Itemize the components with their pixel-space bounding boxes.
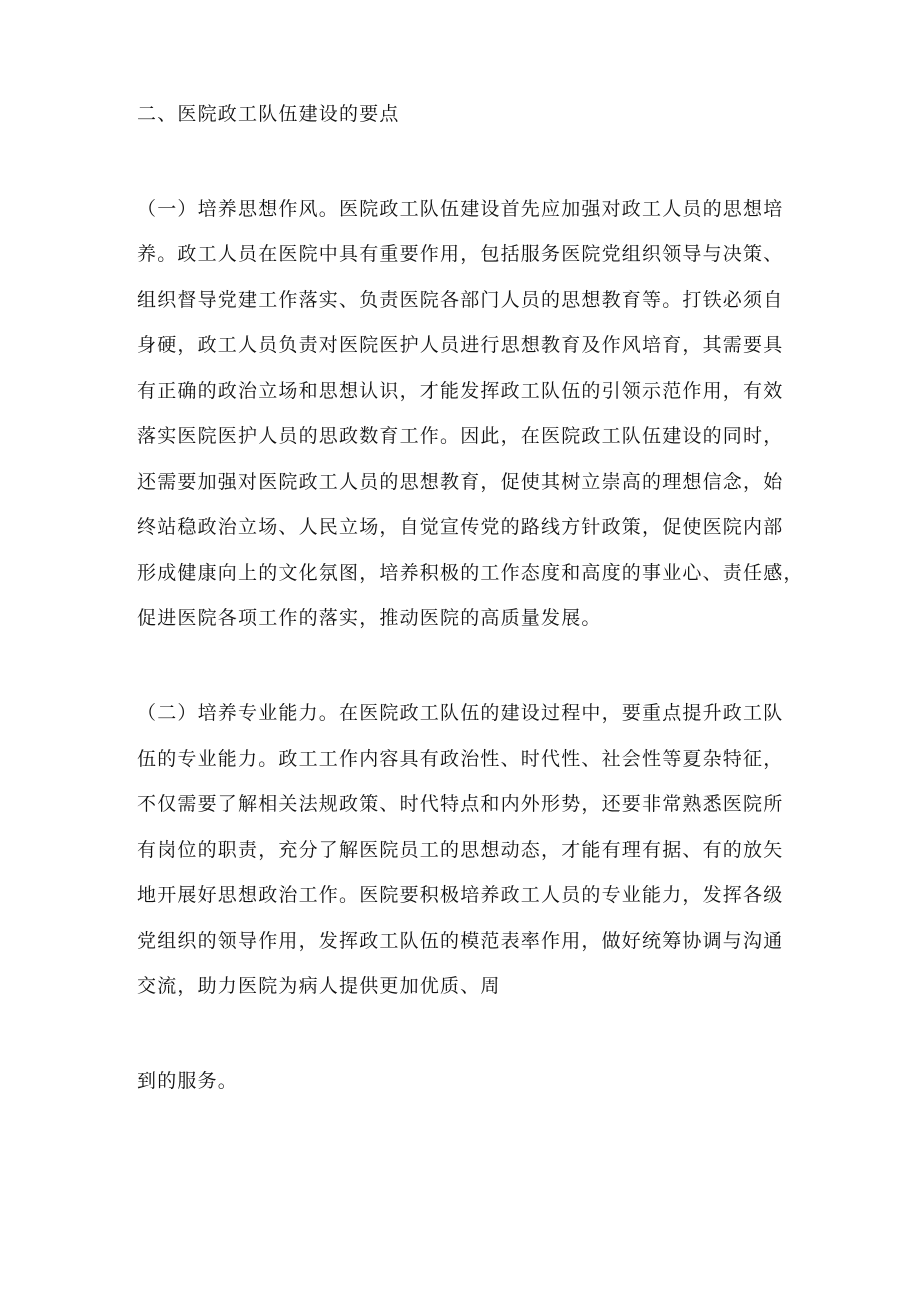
paragraph-line: 有岗位的职责，充分了解医院员工的思想动态，才能有理有据、有的放矢 xyxy=(137,839,784,861)
paragraph-line: 有正确的政治立场和思想认识，才能发挥政工队伍的引领示范作用，有效 xyxy=(137,380,784,402)
paragraph-line: 地开展好思想政治工作。医院要积极培养政工人员的专业能力，发挥各级 xyxy=(137,884,784,906)
paragraph-line: 形成健康向上的文化氛图，培养积极的工作态度和高度的事业心、责任感， xyxy=(137,562,804,584)
paragraph-line: （一）培养思想作风。医院政工队伍建设首先应加强对政工人员的思想培 xyxy=(137,198,784,220)
paragraph-line: 落实医院医护人员的思政数育工作。因此，在医院政工队伍建设的同时， xyxy=(137,425,784,447)
trailing-line: 到的服务。 xyxy=(137,1070,239,1092)
paragraph-line: 不仅需要了解相关法规政策、时代特点和内外形势，还要非常熟悉医院所 xyxy=(137,793,784,815)
paragraph-line: 身硬，政工人员负责对医院医护人员进行思想教育及作风培育，其需要具 xyxy=(137,334,784,356)
paragraph-line: 终站稳政治立场、人民立场，自觉宣传党的路线方针政策，促使医院内部 xyxy=(137,516,784,538)
paragraph-line: 党组织的领导作用，发挥政工队伍的模范表率作用，做好统筹协调与沟通 xyxy=(137,930,784,952)
paragraph-line: 伍的专业能力。政工工作内容具有政治性、时代性、社会性等夏杂特征， xyxy=(137,748,784,770)
paragraph-line: 养。政工人员在医院中具有重要作用，包括服务医院党组织领导与决策、 xyxy=(137,243,784,265)
paragraph-line: 交流，助力医院为病人提供更加优质、周 xyxy=(137,975,501,997)
paragraph-line: 促进医院各项工作的落实，推动医院的高质量发展。 xyxy=(137,607,602,629)
section-heading: 二、医院政工队伍建设的要点 xyxy=(137,103,400,125)
paragraph-line: 组织督导党建工作落实、负责医院各部门人员的思想教育等。打铁必须自 xyxy=(137,289,784,311)
paragraph-line: 还需要加强对医院政工人员的思想教育，促使其树立崇高的理想信念，始 xyxy=(137,471,784,493)
paragraph-line: （二）培养专业能力。在医院政工队伍的建设过程中，要重点提升政工队 xyxy=(137,702,784,724)
